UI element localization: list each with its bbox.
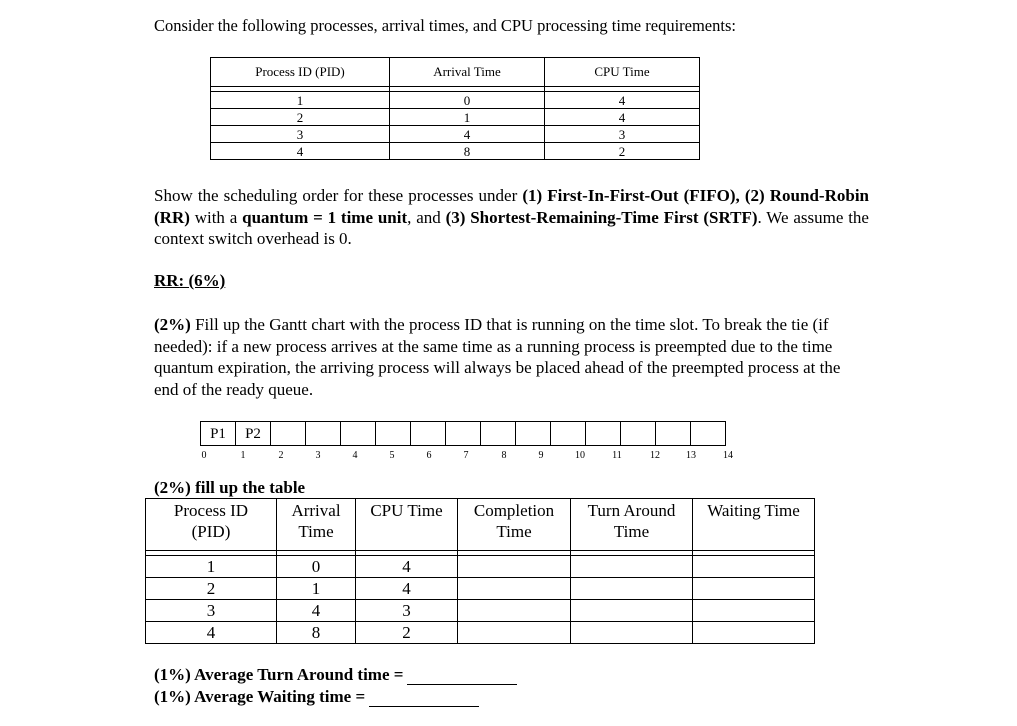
gantt-slot[interactable]	[445, 421, 481, 446]
gantt-slot[interactable]	[410, 421, 446, 446]
intro-text: Consider the following processes, arrival times, and CPU processing time requirements:	[154, 16, 736, 35]
gantt-slot[interactable]	[340, 421, 376, 446]
cell-pid: 4	[211, 143, 390, 160]
cell-cpu: 2	[356, 622, 458, 644]
gantt-tick: 10	[575, 450, 585, 461]
header-pid: Process ID (PID)	[211, 58, 390, 87]
cell-cpu: 4	[356, 556, 458, 578]
gantt-chart	[200, 421, 726, 446]
gantt-slot[interactable]	[690, 421, 726, 446]
cell-turnaround[interactable]	[571, 600, 693, 622]
gantt-slot[interactable]	[480, 421, 516, 446]
cell-completion[interactable]	[458, 622, 571, 644]
gantt-tick: 7	[463, 450, 469, 461]
gantt-tick: 6	[426, 450, 432, 461]
header-arrival: Arrival Time	[390, 58, 545, 87]
cell-arrival: 4	[277, 600, 356, 622]
header-line: Process ID	[173, 501, 249, 520]
cell-pid: 2	[211, 109, 390, 126]
header-line: CPU Time	[370, 501, 443, 520]
gantt-instruction-text: Fill up the Gantt chart with the process ID that is running on the time slot. To break the tie (if needed): if a new process arrives at the same time as a running process is preempted due to the time quantum expiration, the arriving process will always be placed ahead of the preempted process at the end of the ready queue.	[154, 315, 841, 399]
header-line: (PID)	[191, 522, 231, 541]
avg-turnaround	[154, 665, 517, 685]
instructions-text: , and	[407, 207, 446, 227]
gantt-tick: 3	[315, 450, 321, 461]
gantt-tick: 0	[201, 450, 207, 461]
avg-waiting-blank[interactable]	[369, 705, 479, 707]
header-line: Turn Around	[587, 501, 676, 520]
cell-cpu: 3	[356, 600, 458, 622]
cell-cpu: 2	[545, 143, 700, 160]
process-table	[210, 57, 700, 160]
avg-waiting-label: (1%) Average Waiting time =	[154, 687, 366, 706]
instructions-text: . We assume the context switch overhead is 0.	[154, 207, 869, 248]
result-table	[145, 498, 815, 644]
instructions-bold: (1) First-In-First-Out (FIFO), (2) Round-Robin (RR)	[154, 186, 869, 227]
gantt-slot[interactable]	[305, 421, 341, 446]
instructions-text: Show the scheduling order for these processes under	[154, 186, 523, 205]
header-line: Completion	[473, 501, 555, 520]
header-cpu	[356, 499, 458, 551]
table-row	[211, 126, 700, 143]
cell-pid: 2	[146, 578, 277, 600]
header-line: Time	[298, 522, 334, 541]
header-pid	[146, 499, 277, 551]
gantt-tick: 4	[352, 450, 358, 461]
table-row	[211, 109, 700, 126]
cell-turnaround[interactable]	[571, 556, 693, 578]
cell-cpu: 4	[545, 92, 700, 109]
header-line: Time	[496, 522, 532, 541]
gantt-slot[interactable]: P2	[235, 421, 271, 446]
cell-arrival: 1	[277, 578, 356, 600]
cell-pid: 4	[146, 622, 277, 644]
fill-table-heading: (2%) fill up the table	[154, 478, 306, 497]
cell-pid: 1	[211, 92, 390, 109]
cell-arrival: 1	[390, 109, 545, 126]
cell-arrival: 8	[390, 143, 545, 160]
instructions-bold: quantum = 1 time unit	[242, 207, 408, 227]
gantt-tick: 2	[278, 450, 284, 461]
header-line: Waiting Time	[707, 501, 800, 520]
table-row	[146, 556, 815, 578]
cell-pid: 1	[146, 556, 277, 578]
cell-waiting[interactable]	[693, 622, 815, 644]
table-row	[211, 92, 700, 109]
header-completion	[458, 499, 571, 551]
gantt-tick: 8	[501, 450, 507, 461]
gantt-tick: 11	[612, 450, 622, 461]
cell-completion[interactable]	[458, 600, 571, 622]
cell-arrival: 0	[390, 92, 545, 109]
gantt-tick: 12	[650, 450, 660, 461]
gantt-slot[interactable]	[655, 421, 691, 446]
cell-waiting[interactable]	[693, 556, 815, 578]
gantt-instruction	[154, 314, 860, 400]
header-turnaround	[571, 499, 693, 551]
avg-turnaround-blank[interactable]	[407, 683, 517, 685]
gantt-instruction-points: (2%)	[154, 315, 191, 334]
gantt-slot[interactable]	[550, 421, 586, 446]
header-line: Time	[613, 522, 650, 541]
cell-waiting[interactable]	[693, 600, 815, 622]
table-row	[211, 143, 700, 160]
gantt-tick: 14	[723, 450, 733, 461]
cell-turnaround[interactable]	[571, 622, 693, 644]
cell-arrival: 8	[277, 622, 356, 644]
instructions-text: with a	[189, 207, 243, 227]
gantt-tick: 9	[538, 450, 544, 461]
cell-cpu: 4	[356, 578, 458, 600]
avg-waiting	[154, 687, 479, 707]
gantt-tick: 1	[240, 450, 246, 461]
gantt-slot[interactable]	[375, 421, 411, 446]
cell-arrival: 0	[277, 556, 356, 578]
gantt-slot[interactable]	[585, 421, 621, 446]
instructions-bold: (3) Shortest-Remaining-Time First (SRTF)	[445, 207, 758, 227]
gantt-slot[interactable]: P1	[200, 421, 236, 446]
cell-pid: 3	[146, 600, 277, 622]
cell-arrival: 4	[390, 126, 545, 143]
header-line: Arrival	[291, 501, 341, 520]
table-row	[146, 622, 815, 644]
gantt-tick: 5	[389, 450, 395, 461]
header-cpu: CPU Time	[545, 58, 700, 87]
cell-waiting[interactable]	[693, 578, 815, 600]
gantt-slot[interactable]	[270, 421, 306, 446]
gantt-slot[interactable]	[620, 421, 656, 446]
avg-turnaround-label: (1%) Average Turn Around time =	[154, 665, 404, 684]
header-arrival	[277, 499, 356, 551]
cell-cpu: 3	[545, 126, 700, 143]
cell-pid: 3	[211, 126, 390, 143]
cell-cpu: 4	[545, 109, 700, 126]
header-waiting	[693, 499, 815, 551]
table-row	[146, 600, 815, 622]
cell-completion[interactable]	[458, 556, 571, 578]
table-row	[146, 578, 815, 600]
gantt-slot[interactable]	[515, 421, 551, 446]
instructions-paragraph	[154, 185, 869, 250]
rr-heading: RR: (6%)	[154, 271, 226, 290]
cell-completion[interactable]	[458, 578, 571, 600]
cell-turnaround[interactable]	[571, 578, 693, 600]
gantt-tick: 13	[686, 450, 696, 461]
